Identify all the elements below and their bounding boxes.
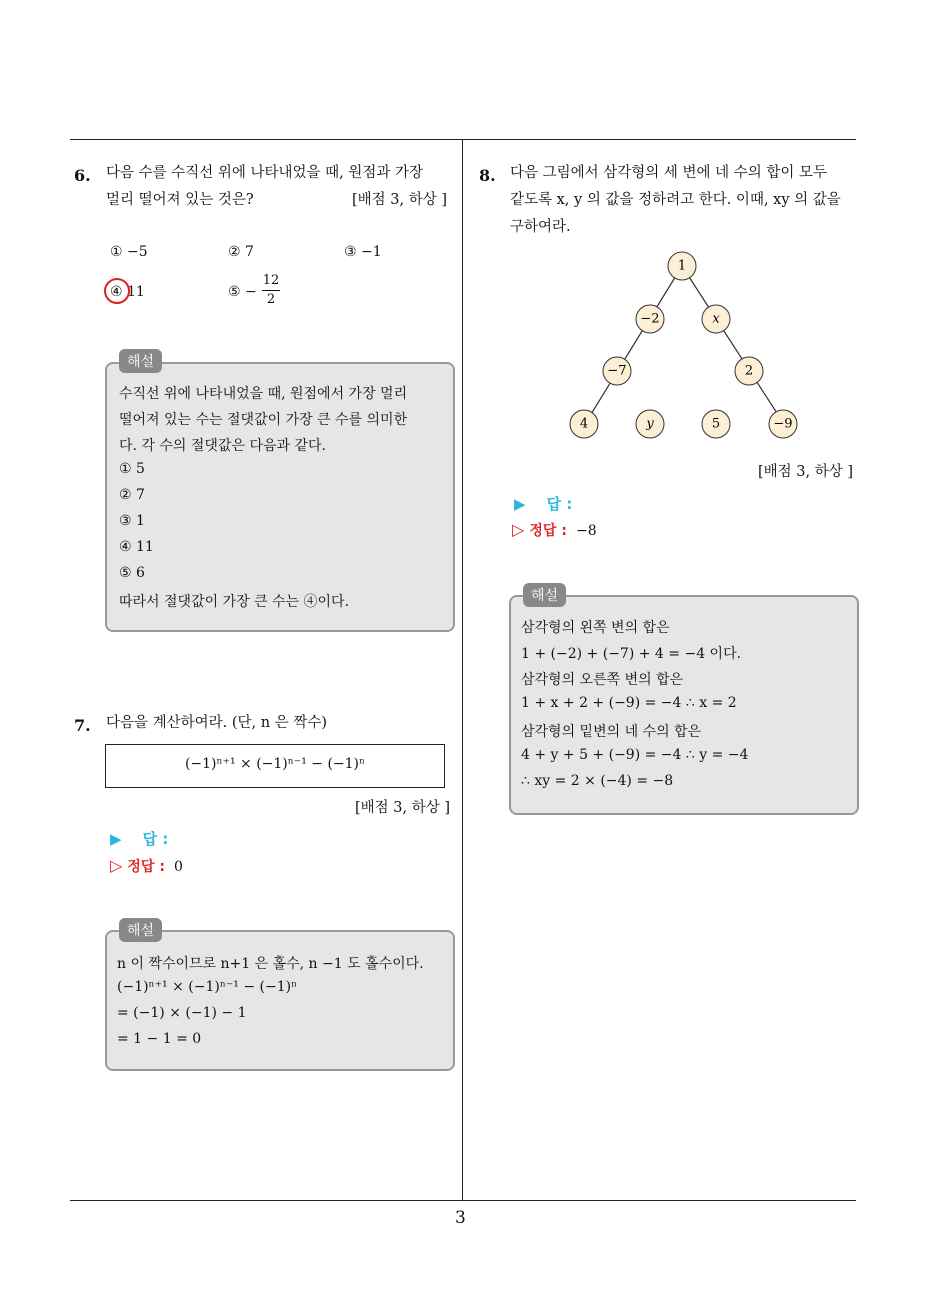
q7-explain-line: = 1 − 1 = 0 bbox=[117, 1031, 202, 1047]
q7-expression: (−1)ⁿ⁺¹ × (−1)ⁿ⁻¹ − (−1)ⁿ bbox=[184, 756, 366, 772]
selected-answer-circle-icon bbox=[104, 278, 130, 304]
q6-explain-line: 수직선 위에 나타내었을 때, 원점에서 가장 멀리 bbox=[119, 386, 408, 402]
column-divider bbox=[462, 139, 463, 1201]
q6-explanation-tag: 해설 bbox=[119, 349, 162, 373]
question-7-number: 7. bbox=[74, 716, 91, 735]
svg-text:x: x bbox=[712, 311, 720, 327]
q6-explain-line: 다. 각 수의 절댓값은 다음과 같다. bbox=[119, 438, 326, 454]
question-6-points: [배점 3, 하상 ] bbox=[352, 192, 448, 208]
q6-explain-line: ③ 1 bbox=[119, 513, 145, 529]
q6-explain-line: 따라서 절댓값이 가장 큰 수는 ④이다. bbox=[119, 594, 350, 610]
q6-explain-line: ④ 11 bbox=[119, 539, 154, 555]
q8-explain-line: 1 + x + 2 + (−9) = −4 ∴ x = 2 bbox=[521, 695, 737, 711]
q8-explanation-tag: 해설 bbox=[523, 583, 566, 607]
choice-4[interactable]: ④ 11 bbox=[110, 284, 145, 300]
node-left-1 bbox=[636, 305, 664, 333]
node-left-2 bbox=[603, 357, 631, 385]
svg-text:−2: −2 bbox=[640, 311, 660, 327]
q8-explain-line: 삼각형의 오른쪽 변의 합은 bbox=[521, 672, 684, 688]
question-8-points: [배점 3, 하상 ] bbox=[758, 464, 854, 480]
svg-text:4: 4 bbox=[579, 416, 589, 432]
q8-answer-row bbox=[514, 493, 572, 514]
fraction-numerator: 12 bbox=[262, 272, 280, 291]
choice-3[interactable]: ③ −1 bbox=[344, 244, 382, 260]
node-bottom-3 bbox=[702, 410, 730, 438]
q8-explain-line: 4 + y + 5 + (−9) = −4 ∴ y = −4 bbox=[521, 747, 749, 763]
choice-1[interactable]: ① −5 bbox=[110, 244, 148, 260]
q6-explain-line: ② 7 bbox=[119, 487, 145, 503]
question-7-points: [배점 3, 하상 ] bbox=[355, 800, 451, 816]
q8-explain-line: 1 + (−2) + (−7) + 4 = −4 이다. bbox=[521, 646, 742, 662]
svg-text:2: 2 bbox=[744, 363, 754, 379]
question-7-text: 다음을 계산하여라. (단, n 은 짝수) bbox=[106, 715, 327, 731]
q6-explain-line: ① 5 bbox=[119, 461, 145, 477]
node-top bbox=[668, 252, 696, 280]
top-rule bbox=[70, 139, 856, 140]
outline-arrow-icon: ▷ bbox=[512, 520, 525, 539]
page-number: 3 bbox=[455, 1208, 466, 1228]
outline-arrow-icon: ▷ bbox=[110, 856, 123, 875]
node-right-1-x bbox=[702, 305, 730, 333]
q7-explain-line: (−1)ⁿ⁺¹ × (−1)ⁿ⁻¹ − (−1)ⁿ bbox=[117, 979, 298, 995]
q8-explain-line: 삼각형의 밑변의 네 수의 합은 bbox=[521, 724, 702, 740]
question-8-text-line1: 다음 그림에서 삼각형의 세 변에 네 수의 합이 모두 bbox=[510, 165, 828, 181]
node-right-2 bbox=[735, 357, 763, 385]
node-bottom-2-y bbox=[636, 410, 664, 438]
key-value: 0 bbox=[174, 859, 183, 875]
q7-explain-line: = (−1) × (−1) − 1 bbox=[117, 1005, 247, 1021]
svg-text:y: y bbox=[646, 416, 654, 432]
choice-5[interactable]: ⑤ − bbox=[228, 284, 257, 300]
svg-text:−7: −7 bbox=[607, 363, 627, 379]
bottom-rule bbox=[70, 1200, 856, 1201]
q8-explain-line: ∴ xy = 2 × (−4) = −8 bbox=[521, 773, 674, 789]
key-label: 정답 : bbox=[127, 859, 165, 875]
q6-explain-line: ⑤ 6 bbox=[119, 565, 145, 581]
q7-explanation-tag: 해설 bbox=[119, 918, 162, 942]
svg-text:1: 1 bbox=[677, 258, 687, 274]
answer-label: 답 : bbox=[142, 830, 169, 848]
node-bottom-4 bbox=[769, 410, 797, 438]
q7-explanation-box bbox=[105, 930, 455, 1071]
play-arrow-icon: ▶ bbox=[514, 495, 526, 513]
svg-text:−9: −9 bbox=[773, 416, 793, 432]
q7-answer-row bbox=[110, 828, 168, 849]
fraction-denominator: 2 bbox=[266, 292, 276, 307]
choice-2[interactable]: ② 7 bbox=[228, 244, 254, 260]
choice-5-fraction bbox=[262, 272, 280, 309]
q8-explain-line: 삼각형의 왼쪽 변의 합은 bbox=[521, 620, 670, 636]
q8-key-row bbox=[512, 520, 597, 540]
play-arrow-icon: ▶ bbox=[110, 830, 122, 848]
question-6-text-line1: 다음 수를 수직선 위에 나타내었을 때, 원점과 가장 bbox=[106, 165, 424, 181]
key-label: 정답 : bbox=[529, 523, 567, 539]
answer-label: 답 : bbox=[546, 495, 573, 513]
key-value: −8 bbox=[576, 523, 597, 539]
question-6-number: 6. bbox=[74, 166, 91, 185]
svg-text:5: 5 bbox=[711, 416, 721, 432]
question-8-text-line2: 같도록 x, y 의 값을 정하려고 한다. 이때, xy 의 값을 bbox=[510, 192, 841, 208]
triangle-number-diagram bbox=[560, 248, 810, 448]
question-8-number: 8. bbox=[479, 166, 496, 185]
question-8-text-line3: 구하여라. bbox=[510, 219, 571, 235]
question-6-text-line2: 멀리 떨어져 있는 것은? bbox=[106, 192, 254, 208]
q7-key-row bbox=[110, 856, 183, 876]
q6-explain-line: 떨어져 있는 수는 절댓값이 가장 큰 수를 의미한 bbox=[119, 412, 408, 428]
q7-explain-line: n 이 짝수이므로 n+1 은 홀수, n −1 도 홀수이다. bbox=[117, 956, 424, 972]
node-bottom-1 bbox=[570, 410, 598, 438]
